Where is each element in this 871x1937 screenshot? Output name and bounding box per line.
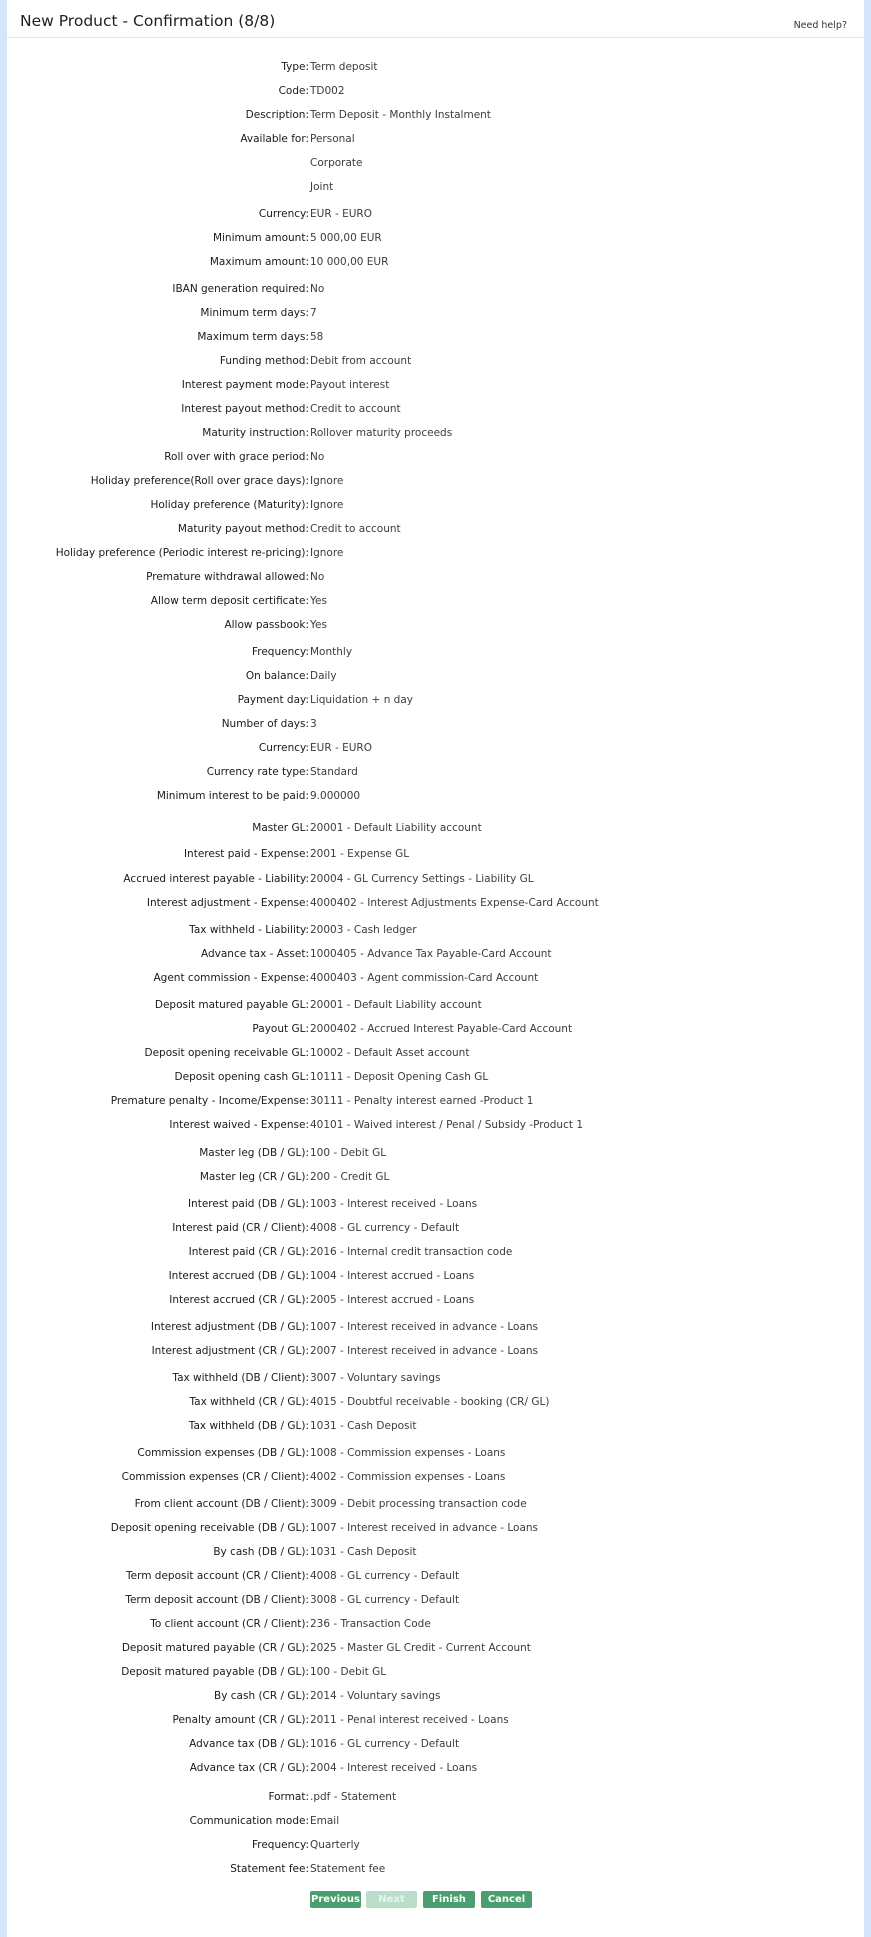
field-label: On balance: (245, 670, 309, 682)
field-value: Quarterly (310, 1839, 360, 1851)
field-label: Deposit opening cash GL: (174, 1071, 309, 1083)
field-value: 4008 - GL currency - Default (310, 1570, 460, 1582)
field-value: 20003 - Cash ledger (310, 924, 417, 936)
field-value: 1016 - GL currency - Default (310, 1738, 460, 1750)
detail-row (7, 232, 864, 250)
field-label: Type: (281, 61, 309, 73)
field-label: Funding method: (219, 355, 309, 367)
field-value: TD002 (310, 85, 345, 97)
field-value: Statement fee (310, 1863, 386, 1875)
field-value: 2011 - Penal interest received - Loans (310, 1714, 509, 1726)
field-value: .pdf - Statement (310, 1791, 397, 1803)
detail-row (7, 948, 864, 966)
field-label: Penalty amount (CR / GL): (172, 1714, 309, 1726)
field-value: 100 - Debit GL (310, 1666, 387, 1678)
field-label: Term deposit account (CR / Client): (126, 1570, 309, 1582)
detail-row (7, 1095, 864, 1113)
detail-row (7, 256, 864, 274)
detail-row (7, 1471, 864, 1489)
field-value: Term Deposit - Monthly Instalment (310, 109, 491, 121)
field-value: Yes (310, 595, 327, 607)
detail-row (7, 1345, 864, 1363)
field-value: 1004 - Interest accrued - Loans (310, 1270, 475, 1282)
detail-row (7, 547, 864, 565)
detail-row (7, 1119, 864, 1137)
detail-row (7, 1690, 864, 1708)
detail-row (7, 475, 864, 493)
field-label: Tax withheld (DB / GL): (188, 1420, 309, 1432)
field-label: By cash (CR / GL): (214, 1690, 309, 1702)
detail-row (7, 1791, 864, 1809)
field-value: 7 (310, 307, 317, 319)
next-button: Next (366, 1891, 417, 1908)
field-value: Standard (310, 766, 358, 778)
field-value: Yes (310, 619, 327, 631)
detail-row (7, 766, 864, 784)
field-value: 3007 - Voluntary savings (310, 1372, 441, 1384)
field-value: 236 - Transaction Code (310, 1618, 431, 1630)
field-label: Holiday preference (Maturity): (150, 499, 309, 511)
detail-row (7, 972, 864, 990)
field-label: Communication mode: (189, 1815, 309, 1827)
field-label: Interest adjustment (DB / GL): (150, 1321, 309, 1333)
detail-row (7, 1738, 864, 1756)
detail-row (7, 646, 864, 664)
detail-row (7, 355, 864, 373)
detail-row (7, 790, 864, 808)
field-label: Maturity payout method: (177, 523, 309, 535)
detail-row (7, 670, 864, 688)
field-label: Deposit matured payable GL: (154, 999, 309, 1011)
detail-row (7, 133, 864, 151)
field-value: Ignore (310, 547, 344, 559)
detail-row (7, 61, 864, 79)
field-value: Corporate (310, 157, 363, 169)
detail-row (7, 1666, 864, 1684)
field-value: 2016 - Internal credit transaction code (310, 1246, 513, 1258)
field-value: 4002 - Commission expenses - Loans (310, 1471, 506, 1483)
field-label: Deposit opening receivable (DB / GL): (110, 1522, 309, 1534)
field-label: Agent commission - Expense: (153, 972, 309, 984)
field-value: Joint (310, 181, 334, 193)
field-value: Ignore (310, 499, 344, 511)
field-value: 2000402 - Accrued Interest Payable-Card Account (310, 1023, 573, 1035)
detail-row (7, 1863, 864, 1881)
detail-row (7, 1270, 864, 1288)
field-label: Maximum term days: (197, 331, 309, 343)
field-value: 3008 - GL currency - Default (310, 1594, 460, 1606)
field-label: Interest paid - Expense: (183, 848, 309, 860)
detail-row (7, 157, 864, 175)
finish-button[interactable]: Finish (423, 1891, 475, 1908)
previous-button[interactable]: Previous (310, 1891, 361, 1908)
field-value: No (310, 283, 325, 295)
field-value: EUR - EURO (310, 742, 372, 754)
detail-row (7, 1198, 864, 1216)
page-title: New Product - Confirmation (8/8) (20, 12, 276, 30)
field-label: Tax withheld (CR / GL): (189, 1396, 309, 1408)
field-value: 5 000,00 EUR (310, 232, 382, 244)
field-value: 58 (310, 331, 324, 343)
field-value: 1031 - Cash Deposit (310, 1420, 417, 1432)
detail-row (7, 109, 864, 127)
field-label: Accrued interest payable - Liability: (123, 873, 309, 885)
field-value: No (310, 571, 325, 583)
field-value: 4008 - GL currency - Default (310, 1222, 460, 1234)
field-value: Credit to account (310, 403, 401, 415)
detail-row (7, 619, 864, 637)
field-label: Format: (268, 1791, 309, 1803)
detail-row (7, 1147, 864, 1165)
field-label: Advance tax (DB / GL): (189, 1738, 309, 1750)
field-label: Advance tax (CR / GL): (189, 1762, 309, 1774)
field-value: 200 - Credit GL (310, 1171, 390, 1183)
field-label: Tax withheld (DB / Client): (172, 1372, 309, 1384)
field-value: 4000403 - Agent commission-Card Account (310, 972, 539, 984)
field-label: Master leg (CR / GL): (199, 1171, 309, 1183)
field-label: Number of days: (221, 718, 309, 730)
field-label: IBAN generation required: (172, 283, 309, 295)
field-value: 20001 - Default Liability account (310, 999, 482, 1011)
field-label: Premature penalty - Income/Expense: (110, 1095, 309, 1107)
field-value: 4000402 - Interest Adjustments Expense-Card Account (310, 897, 599, 909)
field-label: Interest payout method: (181, 403, 309, 415)
detail-row (7, 1447, 864, 1465)
detail-row (7, 307, 864, 325)
detail-row (7, 499, 864, 517)
field-label: Roll over with grace period: (164, 451, 309, 463)
field-value: 1007 - Interest received in advance - Loans (310, 1522, 539, 1534)
detail-row (7, 403, 864, 421)
field-label: Advance tax - Asset: (200, 948, 309, 960)
field-value: 4015 - Doubtful receivable - booking (CR/ GL) (310, 1396, 550, 1408)
field-value: 2001 - Expense GL (310, 848, 410, 860)
field-value: 2004 - Interest received - Loans (310, 1762, 478, 1774)
field-label: Holiday preference(Roll over grace days): (90, 475, 309, 487)
detail-row (7, 331, 864, 349)
detail-row (7, 873, 864, 891)
field-value: 20004 - GL Currency Settings - Liability GL (310, 873, 534, 885)
field-label: Maximum amount: (209, 256, 309, 268)
detail-row (7, 1222, 864, 1240)
field-label: Holiday preference (Periodic interest re-pricing): (55, 547, 309, 559)
field-label: Interest adjustment (CR / GL): (151, 1345, 309, 1357)
detail-row (7, 595, 864, 613)
field-label: Premature withdrawal allowed: (146, 571, 309, 583)
detail-row (7, 208, 864, 226)
field-value: 3 (310, 718, 317, 730)
detail-row (7, 1372, 864, 1390)
field-label: Statement fee: (230, 1863, 309, 1875)
field-label: Interest paid (CR / GL): (188, 1246, 309, 1258)
field-value: 20001 - Default Liability account (310, 822, 482, 834)
field-value: 40101 - Waived interest / Penal / Subsidy -Product 1 (310, 1119, 583, 1131)
detail-row (7, 1839, 864, 1857)
field-label: Minimum interest to be paid: (156, 790, 309, 802)
field-label: Interest accrued (DB / GL): (168, 1270, 309, 1282)
field-value: Rollover maturity proceeds (310, 427, 453, 439)
field-label: Deposit matured payable (CR / GL): (121, 1642, 309, 1654)
field-label: Interest waived - Expense: (169, 1119, 309, 1131)
field-label: Maturity instruction: (202, 427, 309, 439)
detail-row (7, 571, 864, 589)
wizard-panel (7, 0, 864, 1937)
detail-row (7, 1714, 864, 1732)
field-label: Minimum amount: (212, 232, 309, 244)
detail-row (7, 181, 864, 199)
field-label: Currency: (258, 208, 309, 220)
need-help-link[interactable]: Need help? (793, 20, 847, 31)
field-value: 10111 - Deposit Opening Cash GL (310, 1071, 489, 1083)
field-label: Payment day: (237, 694, 309, 706)
field-value: 2025 - Master GL Credit - Current Account (310, 1642, 531, 1654)
field-value: 2007 - Interest received in advance - Loans (310, 1345, 539, 1357)
field-value: Ignore (310, 475, 344, 487)
detail-row (7, 822, 864, 840)
detail-row (7, 1171, 864, 1189)
cancel-button[interactable]: Cancel (481, 1891, 532, 1908)
detail-row (7, 1246, 864, 1264)
detail-row (7, 742, 864, 760)
page-header (7, 0, 864, 38)
field-label: Interest accrued (CR / GL): (169, 1294, 309, 1306)
field-value: 1031 - Cash Deposit (310, 1546, 417, 1558)
field-value: Payout interest (310, 379, 390, 391)
detail-row (7, 897, 864, 915)
field-value: Monthly (310, 646, 353, 658)
field-label: Term deposit account (DB / Client): (125, 1594, 309, 1606)
detail-row (7, 451, 864, 469)
detail-row (7, 1546, 864, 1564)
field-label: Commission expenses (CR / Client): (121, 1471, 309, 1483)
field-value: 10 000,00 EUR (310, 256, 389, 268)
detail-row (7, 1570, 864, 1588)
field-label: Master leg (DB / GL): (199, 1147, 309, 1159)
detail-row (7, 1047, 864, 1065)
field-value: Credit to account (310, 523, 401, 535)
field-label: Commission expenses (DB / GL): (137, 1447, 309, 1459)
field-label: Interest payment mode: (181, 379, 309, 391)
detail-row (7, 848, 864, 866)
field-label: Allow passbook: (224, 619, 309, 631)
field-value: No (310, 451, 325, 463)
field-label: Currency rate type: (206, 766, 309, 778)
field-value: 30111 - Penalty interest earned -Product 1 (310, 1095, 534, 1107)
field-value: EUR - EURO (310, 208, 372, 220)
detail-row (7, 1594, 864, 1612)
field-label: Available for: (240, 133, 309, 145)
field-label: Deposit matured payable (DB / GL): (121, 1666, 309, 1678)
field-label: Description: (245, 109, 309, 121)
field-value: 1007 - Interest received in advance - Loans (310, 1321, 539, 1333)
field-value: 1003 - Interest received - Loans (310, 1198, 478, 1210)
detail-row (7, 1396, 864, 1414)
field-label: Currency: (258, 742, 309, 754)
detail-row (7, 1498, 864, 1516)
field-label: Frequency: (251, 1839, 309, 1851)
field-label: Interest adjustment - Expense: (146, 897, 309, 909)
field-value: Personal (310, 133, 355, 145)
detail-row (7, 1420, 864, 1438)
field-label: Minimum term days: (200, 307, 309, 319)
field-value: 3009 - Debit processing transaction code (310, 1498, 527, 1510)
detail-row (7, 85, 864, 103)
field-label: Deposit opening receivable GL: (144, 1047, 309, 1059)
field-value: 10002 - Default Asset account (310, 1047, 470, 1059)
field-label: Payout GL: (252, 1023, 309, 1035)
detail-row (7, 1815, 864, 1833)
field-label: By cash (DB / GL): (213, 1546, 309, 1558)
field-value: Daily (310, 670, 337, 682)
detail-row (7, 1618, 864, 1636)
detail-row (7, 1023, 864, 1041)
detail-row (7, 523, 864, 541)
field-label: To client account (CR / Client): (150, 1618, 309, 1630)
field-value: 1008 - Commission expenses - Loans (310, 1447, 506, 1459)
detail-row (7, 427, 864, 445)
field-value: Term deposit (310, 61, 378, 73)
field-label: Master GL: (252, 822, 309, 834)
field-value: 100 - Debit GL (310, 1147, 387, 1159)
detail-row (7, 1071, 864, 1089)
field-value: 9.000000 (310, 790, 361, 802)
field-value: 1000405 - Advance Tax Payable-Card Account (310, 948, 552, 960)
field-value: Email (310, 1815, 340, 1827)
field-label: Code: (278, 85, 309, 97)
field-label: Interest paid (DB / GL): (187, 1198, 309, 1210)
field-value: Debit from account (310, 355, 412, 367)
detail-row (7, 1762, 864, 1780)
detail-row (7, 924, 864, 942)
field-value: 2014 - Voluntary savings (310, 1690, 441, 1702)
detail-row (7, 1522, 864, 1540)
detail-row (7, 379, 864, 397)
field-label: Tax withheld - Liability: (189, 924, 309, 936)
field-label: Allow term deposit certificate: (150, 595, 309, 607)
field-value: Liquidation + n day (310, 694, 413, 706)
field-value: 2005 - Interest accrued - Loans (310, 1294, 475, 1306)
detail-row (7, 1294, 864, 1312)
detail-row (7, 999, 864, 1017)
detail-row (7, 1642, 864, 1660)
detail-row (7, 694, 864, 712)
detail-row (7, 283, 864, 301)
detail-row (7, 1321, 864, 1339)
field-label: Interest paid (CR / Client): (172, 1222, 309, 1234)
detail-row (7, 718, 864, 736)
field-label: Frequency: (251, 646, 309, 658)
field-label: From client account (DB / Client): (134, 1498, 309, 1510)
